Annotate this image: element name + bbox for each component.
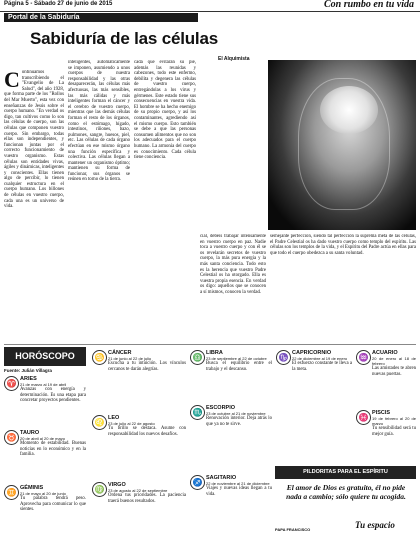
cancer-icon: ♋ [92,350,107,365]
drop-cap: C [4,70,20,92]
capricorn-icon: ♑ [276,350,291,365]
virgo-icon: ♍ [92,482,107,497]
sign-libra: LIBRA 23 de septiembre al 22 de octubre Busca el equilibrio entre el trabajo y el descanso. [206,350,272,372]
article-author: El Alquimista [218,56,250,62]
article-column-5: semejante perfección, siendo tal perfección la suprema meta de las células, el Padre Celestial os ha dado vuestro cuerpo como templo del espíritu. Las células son los templos de la vida, y el Espíritu del Padre actúa en ellas para que todo el cuerpo obedezca a su santa voluntad. [270,234,416,256]
article-title: Sabiduría de las células [30,29,218,48]
libra-icon: ♎ [190,350,205,365]
glowing-brain [320,86,378,134]
sign-leo: LEO 23 de julio al 22 de agosto Tu brillo se destaca. Asume con responsabilidad los nuevos desafíos. [108,415,186,437]
sign-cancer: CÁNCER 21 de junio al 22 de julio Escucha a tu intuición. Los vínculos cercanos te darán alegrías. [108,350,186,372]
sign-aries: ARIES 21 de marzo al 19 de abril Avanzas con energía y determinación. Es una etapa para concretar proyectos pendientes. [20,376,86,404]
quote-author: PAPA FRANCISCO [275,527,311,532]
article-column-3: cada que evitaran su pie, además las reunidas y cabezones, todo este enfermo, debilita y degenera las células de vuestro cuerpo, entregándolas a los virus y gérmenes. Este estado tiene sus consecuencias en vuestra vida. El hombre se ha hecho enemigo de su propio cuerpo, y así los contaminantes, agrediendo así el mismo cuerpo. Esto también se debe a que las personas consumen alimentos que no son los adecuados para el cuerpo humano. La armonía del cuerpo es conocimiento. Cada célula tiene conciencia. [134,60,196,161]
horoscope-source: Fuente: Julián Villagra [4,368,52,373]
sign-escorpio: ESCORPIO 23 de octubre al 21 de noviembre Renovación interior. Deja atrás lo que ya no te sirve. [206,405,272,427]
sign-piscis: PISCIS 19 de febrero al 20 de marzo Tu sensibilidad será tu mejor guía. [372,410,416,437]
scorpio-icon: ♏ [190,405,205,420]
sign-virgo: VIRGO 23 de agosto al 22 de septiembre Ordena tus prioridades. La paciencia traerá buenos resultados. [108,482,186,504]
sign-tauro: TAURO 20 de abril al 20 de mayo Momento de estabilidad. Buenas noticias en lo económico y en la familia. [20,430,86,458]
aquarius-icon: ♒ [356,350,371,365]
article-column-2: inteligentes, automáticamente se imponen, asumiendo a unos cuerpos de nuestra responsabilidad y las otras desaparecerán, las células más afectuosas, las más sensibles, las más cálidas y más inteligentes forman el cáncer y el cerebro de vuestro cuerpo, mientras que las demás células forman el resto de los órganos, como el estómago, hígado, intestinos, riñones, bazo, pulmones, sangre, huesos, piel, etc. Las células de cada órgano efectúan en ese mismo órgano una función específica y colectiva. Las células llegan a mantener un organismo óptimo; mantienen su forma de funcionar, sus órganos se reúnen en torno de la tierra. [68,60,130,183]
pildoritas-title: PILDORITAS PARA EL ESPÍRITU [275,466,416,479]
sign-geminis: GÉMINIS 21 de mayo al 20 de junio Tu palabra tendrá peso. Aprovecha para comunicar lo que sientes. [20,485,86,513]
sign-capricornio: CAPRICORNIO 22 de diciembre al 19 de enero El esfuerzo constante te lleva a la meta. [292,350,352,372]
article-photo [268,60,416,230]
aries-icon: ♈ [4,376,19,391]
sign-acuario: ACUARIO 20 de enero al 18 de febrero Las amistades te abren nuevas puertas. [372,350,416,377]
article-column-1: C ontinuamos transcribiendo el "Evangelio de La Salud", del año 1928, que forma parte de los "Rollos del Mar Muerto", esta vez con enseñanzas de Jesús sobre el cuerpo humano. "En verdad os digo, tan cultivos como lo son las células de cuerpo, son las células que componen vuestro cuerpo. Sin embargo, todas ellas son independientes, y funcionan juntas por el correcto funcionamiento de vuestro organismo. Estas células son entidades vivas, ágiles y dinámicas, inteligentes y conscientes. Ellas tienen algo de percibir, lo tienen cualquier estructura en el cuerpo humano. Los billones de células en vuestro cuerpo, cada una es un universo de vida. [4,70,64,210]
pisces-icon: ♓ [356,410,371,425]
leo-icon: ♌ [92,415,107,430]
sagittarius-icon: ♐ [190,475,205,490]
tu-espacio-logo: Tu espacio [355,520,395,530]
section-title: Portal de la Sabiduría [4,13,198,22]
horoscope-divider [4,344,416,345]
gemini-icon: ♊ [4,485,19,500]
horoscope-title: HORÓSCOPO [4,347,86,366]
pildoritas-quote: El amor de Dios es gratuito, él no pide nada a cambio; sólo quiere tu acogida. [286,483,406,501]
page-info: Página 5 - Sábado 27 de junio de 2015 [4,1,113,7]
taurus-icon: ♉ [4,430,19,445]
sign-sagitario: SAGITARIO 22 de noviembre al 21 de diciembre Viajes y nuevas ideas llegan a tu vida. [206,475,272,497]
header-slogan: Con rumbo en tu vida [323,0,414,10]
article-column-4: cial, debéis trabajar intensamente en vuestro cuerpo en paz. Nadie toca a vuestro cuerpo y con él se os revelarán secretos de vuestro cuerpo, la más pura energía y la más santa conciencia. Todo esto es la herencia que vuestro Padre Celestial os ha otorgado. Ella es vuestra propia esencia. En verdad os digo: aquellos que se conocen a sí mismos, conocen la verdad. [200,234,266,295]
page-header [0,0,420,12]
